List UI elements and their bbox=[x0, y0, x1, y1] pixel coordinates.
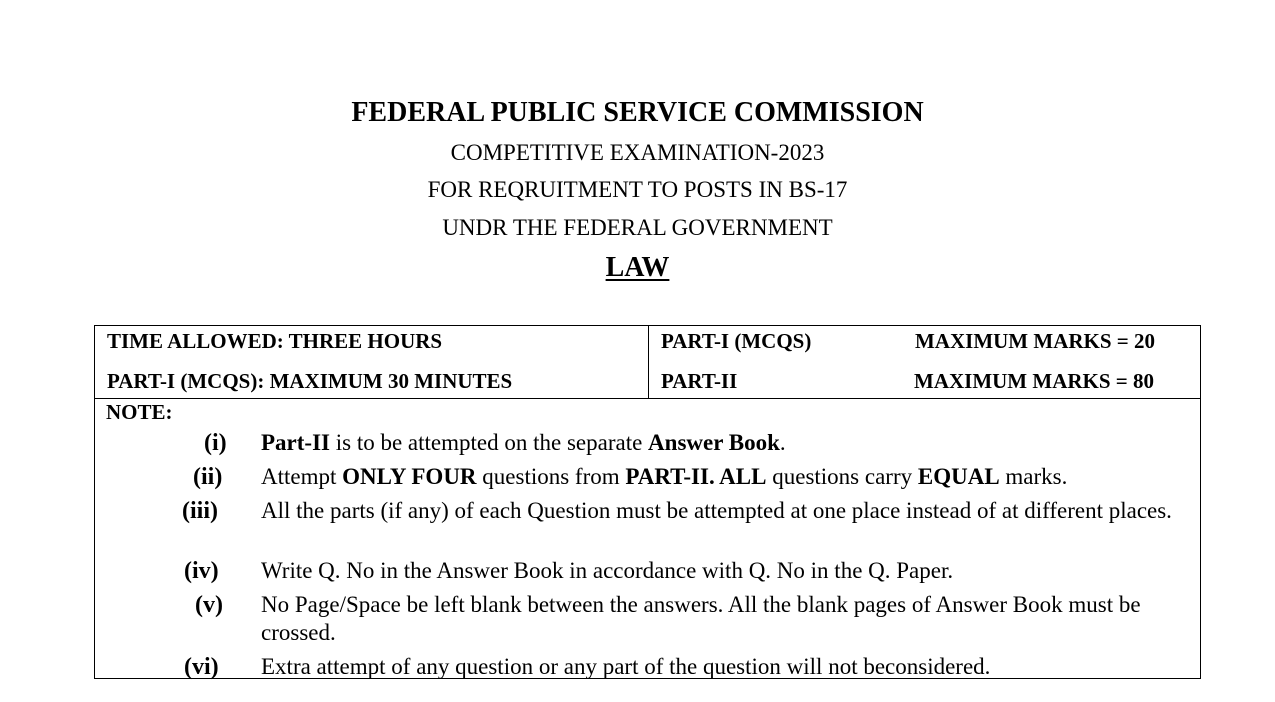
note-number: (vi) bbox=[184, 654, 219, 680]
note-number: (iv) bbox=[184, 558, 219, 584]
note-item-text bbox=[261, 591, 1191, 647]
bold-text: Answer Book bbox=[648, 430, 780, 455]
note-number: (iii) bbox=[182, 498, 218, 524]
part2-label: PART-II bbox=[661, 369, 738, 393]
mcq-time-limit: PART-I (MCQS): MAXIMUM 30 MINUTES bbox=[107, 369, 513, 393]
info-divider bbox=[648, 326, 649, 398]
part1-max-marks: MAXIMUM MARKS = 20 bbox=[915, 329, 1156, 353]
subject-heading bbox=[0, 251, 1275, 285]
note-number: (ii) bbox=[193, 464, 223, 490]
note-label: NOTE: bbox=[106, 400, 173, 424]
instructions-box bbox=[94, 325, 1201, 679]
note-item-text bbox=[261, 429, 1191, 457]
part2-max-marks: MAXIMUM MARKS = 80 bbox=[914, 369, 1155, 393]
text-segment: . bbox=[779, 430, 786, 455]
exam-title: COMPETITIVE EXAMINATION-2023 bbox=[450, 140, 825, 165]
note-item-text bbox=[261, 463, 1191, 491]
bold-text: Part-II bbox=[261, 430, 330, 455]
text-segment: questions carry bbox=[766, 464, 918, 489]
note-number: (v) bbox=[195, 592, 223, 618]
bold-text: ONLY FOUR bbox=[342, 464, 477, 489]
recruitment-line: FOR REQRUITMENT TO POSTS IN BS-17 bbox=[427, 177, 848, 202]
part1-label: PART-I (MCQS) bbox=[661, 329, 812, 353]
time-allowed: TIME ALLOWED: THREE HOURS bbox=[107, 329, 443, 353]
note-item-text bbox=[261, 557, 1191, 585]
text-segment: Write Q. No in the Answer Book in accordance with Q. No in the Q. Paper. bbox=[261, 558, 954, 583]
subject-title: LAW bbox=[605, 252, 670, 283]
government-line: UNDR THE FEDERAL GOVERNMENT bbox=[442, 215, 833, 240]
note-number: (i) bbox=[204, 430, 227, 456]
note-item-text bbox=[261, 653, 1191, 681]
text-segment: Extra attempt of any question or any part of the question will not beconsidered. bbox=[261, 654, 991, 679]
bold-text: EQUAL bbox=[917, 464, 1000, 489]
commission-title: FEDERAL PUBLIC SERVICE COMMISSION bbox=[351, 97, 924, 128]
text-segment: All the parts (if any) of each Question must be attempted at one place instead of at different places. bbox=[261, 498, 1172, 523]
exam-info-row bbox=[95, 326, 1200, 399]
text-segment: Attempt bbox=[261, 464, 343, 489]
text-segment: is to be attempted on the separate bbox=[329, 430, 649, 455]
note-item-text bbox=[261, 497, 1191, 525]
text-segment: marks. bbox=[999, 464, 1068, 489]
bold-text: PART-II. ALL bbox=[625, 464, 767, 489]
text-segment: No Page/Space be left blank between the answers. All the blank pages of Answer Book must be crossed. bbox=[261, 592, 1141, 645]
text-segment: questions from bbox=[476, 464, 626, 489]
